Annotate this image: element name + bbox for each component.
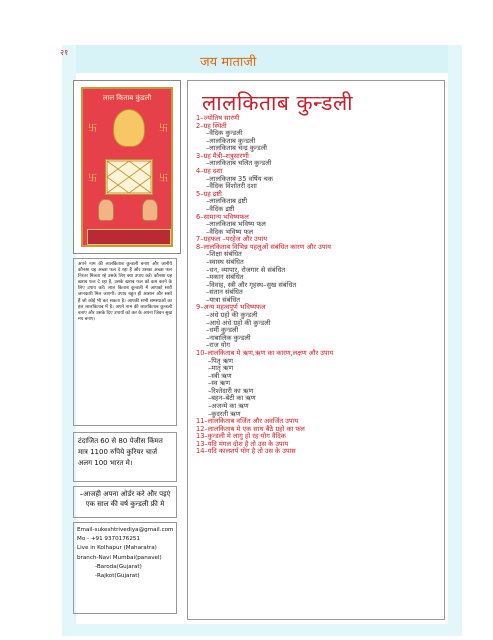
- contents-title: लालकिताब कुन्डली: [202, 91, 354, 115]
- description-box: अपने नाम की लालकिताब कुन्डली बनाए और जानीये कौनसा ग्रह अच्छा फल दे रहा है और उसका अच्छा फल निरंतर मिलता रहे उसके लिए क्या उपाय करें। कौनसा ग्रह खराब फल दे रहा है, उसके खराब फल को कम करने के लिए उपाय करें। लाल किताब कुन्डली में आपको सारी जानकारी मिल जाएगी। उपाय बहुत ही आसान और सस्ते हैं जो कोई भी कर सकता है। आपकी सभी समस्याओं का हल लालकिताब में है। अपने नाम की लालकिताब कुन्डली बनाए और उसके दिए उपायों को कर के अपना जिवन सुख मय बनाए।: [73, 258, 177, 426]
- contents-subitem: –आधे अंधे ग्रहो की कुन्डली: [206, 318, 271, 327]
- swastika-icon: 卐: [88, 174, 98, 184]
- contents-subitem: –मकान संबंधित: [206, 273, 244, 282]
- contact-location: Live in Kolhapur (Maharatra): [77, 545, 157, 552]
- contents-subitem: –बहन–बेटी का ऋण: [208, 394, 256, 403]
- contents-subitem: –वैदिक भविष्य फल: [206, 227, 254, 236]
- contents-heading: 12–लालकिताब मे एक साथ बैठे ग्रहो का फल: [196, 424, 305, 433]
- palm-icon: [98, 199, 114, 221]
- cover-footer-band: [87, 229, 171, 245]
- contents-subitem: –लालकिताब कुन्डली: [206, 136, 256, 145]
- contents-subitem: –लालकिताब भविष्य फल: [206, 220, 266, 229]
- contents-heading: 8–लालकिताब विभिन्न पहलुओं संबंधित कारण और उपाय: [196, 242, 331, 251]
- kundli-chart-illustration: [105, 159, 153, 195]
- contents-subitem: –राज योग: [206, 341, 230, 350]
- price-box: टंदाजित 60 से 80 पेजीस किंमत मात्र 1100 रुपिये कुरियर चार्ज अलग 100 भारत मे।: [73, 432, 177, 482]
- contact-email[interactable]: Email-sukeshtrivediya@gmail.com: [77, 527, 174, 533]
- contents-heading: 1–ज्योतिष सारणी: [196, 114, 240, 122]
- product-image-box: [73, 80, 181, 254]
- contents-heading: 10–लालकिताब मे ऋण,ऋण का कारण,लक्षण और उपाय: [196, 348, 334, 357]
- contents-subitem: –अजन्मे का ऋण: [208, 401, 249, 410]
- contents-subitem: –लालकिताब 35 वर्षिय चक: [206, 174, 273, 183]
- deity-illustration: [113, 109, 145, 147]
- contents-subitem: –वैदिक विंशोतरी दशा: [206, 182, 257, 191]
- contents-subitem: –स्वास्थ संबंधित: [206, 257, 244, 266]
- header-title: जय माताजी: [200, 55, 257, 70]
- contents-subitem: –संतान संबंधित: [206, 288, 243, 297]
- contact-branch: -Baroda(Gujarat): [95, 563, 142, 570]
- contents-subitem: –मातृ ऋण: [208, 364, 234, 373]
- contents-heading: 7–ग्रहफल –परहेज और उपाय: [196, 235, 268, 244]
- contents-heading: 5–ग्रह द्रष्टी: [196, 189, 222, 198]
- contents-subitem: –लालकिताब द्रष्टी: [206, 197, 248, 206]
- palm-icon: [142, 199, 158, 221]
- contents-heading: 14–यदि कालशर्प योग है तो उस के उपास: [196, 447, 296, 456]
- swastika-icon: 卐: [88, 124, 98, 134]
- contents-subitem: –स्व ऋण: [208, 379, 231, 388]
- contents-subitem: –यात्रा संबंधित: [206, 295, 241, 304]
- contents-heading: 4–ग्रह दशा: [196, 167, 223, 176]
- contents-subitem: –धर्मी कुन्डली: [206, 326, 239, 335]
- contents-heading: 11–लालकिताब वर्जित और अवर्जित उपाय: [196, 417, 299, 426]
- contact-box: [73, 522, 177, 614]
- contents-heading: 13–कुन्डली मे लागु हो रह योग वैदिक: [196, 432, 286, 441]
- contents-heading: 3–ग्रह मैत्री–शत्रुसारणी: [196, 151, 249, 160]
- contents-subitem: –कुदरती ऋण: [208, 409, 241, 418]
- contents-subitem: –लालकिताब चलित कुन्डली: [206, 159, 272, 168]
- contents-heading: 13–यदि मंगल दोश है तो उस के उपाय: [196, 439, 289, 448]
- contents-subitem: –नाबालिक कुन्डली: [206, 333, 251, 342]
- swastika-icon: 卐: [159, 124, 169, 134]
- contents-list: [196, 115, 442, 456]
- contents-panel: [187, 80, 445, 620]
- cover-title: लाल किताब कुंडली: [102, 94, 152, 102]
- frame-bottom-band: [62, 624, 462, 636]
- kundli-book-cover: [81, 87, 173, 247]
- contents-subitem: –शिक्षा संबंधित: [206, 250, 242, 259]
- contents-subitem: –पितृ ऋण: [208, 356, 233, 365]
- palm-illustrations: [98, 199, 158, 225]
- swastika-icon: 卐: [159, 174, 169, 184]
- contents-subitem: –धन, व्यापार, रोजगार से संबंधित: [206, 265, 286, 274]
- contact-branch: branch-Navi Mumbai(panavel): [77, 554, 162, 561]
- page-number: २१: [60, 48, 69, 57]
- contact-branch: -Rajkot(Gujarat): [95, 573, 140, 580]
- contents-subitem: –वैदिक द्रष्टी: [206, 204, 235, 213]
- frame-top-band: [62, 45, 462, 73]
- contents-subitem: –लालकिताब चन्द्र कुन्डली: [206, 144, 267, 153]
- contents-subitem: –अंधे ग्रहो की कुन्डली: [206, 311, 258, 320]
- contents-subitem: –वैदिक कुन्डली: [206, 129, 243, 138]
- contact-mobile: Mo - +91 9370176251: [77, 536, 140, 543]
- contents-heading: 2–ग्रह स्थिती: [196, 121, 227, 130]
- contents-heading: 9–अन्य महत्वपूर्ण भविष्यफल: [196, 303, 266, 312]
- contents-subitem: –विवाह, स्त्री और गृहस्थ–सुख संबंधित: [206, 280, 297, 289]
- contents-subitem: –स्त्री ऋण: [208, 371, 232, 380]
- contents-heading: 6–सामान्य भविष्यफल: [196, 212, 249, 221]
- contents-subitem: –रिश्तेदारी का ऋण: [208, 386, 254, 395]
- frame-right-band: [448, 45, 462, 635]
- offer-box: –आजही अपना ओर्डर करे और पइएं एक साल की वर्ष कुन्डली फ्री मे: [73, 486, 177, 518]
